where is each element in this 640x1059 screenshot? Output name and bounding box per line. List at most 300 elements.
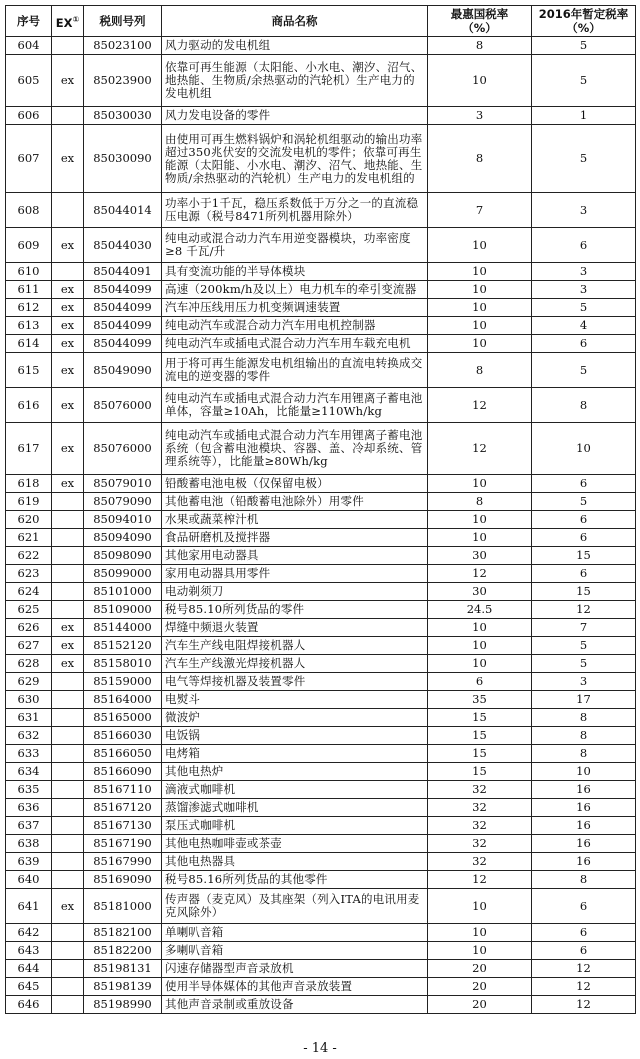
cell-provisional-rate: 3 [532,193,636,228]
cell-provisional-rate: 5 [532,637,636,655]
table-row [6,388,636,423]
table-row [6,547,636,565]
table-row [6,889,636,924]
table-row [6,317,636,335]
cell-mfn-rate: 12 [428,388,532,423]
cell-provisional-rate: 8 [532,745,636,763]
cell-product-name: 闪速存储器型声音录放机 [162,960,428,978]
cell-mfn-rate: 30 [428,583,532,601]
table-row [6,529,636,547]
cell-seq: 608 [6,193,52,228]
cell-provisional-rate: 1 [532,107,636,125]
cell-mfn-rate: 6 [428,673,532,691]
cell-tariff-code: 85044030 [84,228,162,263]
cell-seq: 628 [6,655,52,673]
header-mfn-rate-line2: （%） [462,21,497,35]
cell-mfn-rate: 10 [428,317,532,335]
cell-provisional-rate: 6 [532,228,636,263]
cell-ex: ex [52,281,84,299]
cell-provisional-rate: 5 [532,655,636,673]
cell-product-name: 电烤箱 [162,745,428,763]
cell-mfn-rate: 32 [428,799,532,817]
cell-provisional-rate: 10 [532,763,636,781]
cell-mfn-rate: 15 [428,745,532,763]
cell-provisional-rate: 5 [532,125,636,193]
table-row [6,353,636,388]
table-row [6,673,636,691]
cell-provisional-rate: 5 [532,55,636,107]
cell-mfn-rate: 10 [428,511,532,529]
cell-ex [52,493,84,511]
cell-seq: 626 [6,619,52,637]
cell-seq: 621 [6,529,52,547]
cell-mfn-rate: 8 [428,125,532,193]
cell-provisional-rate: 7 [532,619,636,637]
cell-ex: ex [52,619,84,637]
cell-tariff-code: 85030030 [84,107,162,125]
table-row [6,709,636,727]
header-ex-footnote-mark: ① [72,14,80,24]
table-row [6,996,636,1014]
cell-tariff-code: 85099000 [84,565,162,583]
table-row [6,263,636,281]
cell-ex: ex [52,889,84,924]
cell-ex [52,978,84,996]
cell-product-name: 泵压式咖啡机 [162,817,428,835]
cell-product-name: 滴液式咖啡机 [162,781,428,799]
table-row [6,799,636,817]
cell-ex [52,835,84,853]
cell-seq: 612 [6,299,52,317]
cell-seq: 629 [6,673,52,691]
cell-ex [52,601,84,619]
cell-tariff-code: 85167130 [84,817,162,835]
cell-product-name: 电熨斗 [162,691,428,709]
cell-provisional-rate: 6 [532,889,636,924]
table-row [6,281,636,299]
cell-tariff-code: 85167190 [84,835,162,853]
cell-seq: 623 [6,565,52,583]
cell-mfn-rate: 12 [428,565,532,583]
cell-ex: ex [52,55,84,107]
cell-ex [52,547,84,565]
cell-seq: 613 [6,317,52,335]
cell-mfn-rate: 8 [428,493,532,511]
cell-product-name: 纯电动汽车或混合动力汽车用电机控制器 [162,317,428,335]
cell-ex [52,709,84,727]
cell-mfn-rate: 10 [428,655,532,673]
cell-mfn-rate: 10 [428,529,532,547]
cell-seq: 624 [6,583,52,601]
cell-tariff-code: 85164000 [84,691,162,709]
cell-product-name: 其他电热炉 [162,763,428,781]
cell-ex: ex [52,637,84,655]
cell-product-name: 功率小于1千瓦，稳压系数低于万分之一的直流稳压电源（税号8471所列机器用除外） [162,193,428,228]
cell-mfn-rate: 10 [428,335,532,353]
table-row [6,655,636,673]
cell-tariff-code: 85182100 [84,924,162,942]
cell-ex [52,583,84,601]
cell-mfn-rate: 12 [428,871,532,889]
cell-product-name: 纯电动汽车或插电式混合动力汽车用锂离子蓄电池单体，容量≥10Ah，比能量≥110Wh/kg [162,388,428,423]
table-row [6,853,636,871]
cell-seq: 643 [6,942,52,960]
cell-mfn-rate: 20 [428,978,532,996]
cell-provisional-rate: 5 [532,493,636,511]
table-row [6,763,636,781]
cell-tariff-code: 85079090 [84,493,162,511]
table-row [6,475,636,493]
cell-product-name: 其他电热器具 [162,853,428,871]
cell-tariff-code: 85167110 [84,781,162,799]
header-tariff-code: 税则号列 [84,6,162,37]
table-row [6,125,636,193]
cell-provisional-rate: 16 [532,781,636,799]
cell-provisional-rate: 6 [532,942,636,960]
cell-tariff-code: 85198139 [84,978,162,996]
cell-ex [52,996,84,1014]
cell-mfn-rate: 10 [428,619,532,637]
cell-ex [52,817,84,835]
cell-provisional-rate: 6 [532,565,636,583]
table-row [6,601,636,619]
cell-ex [52,871,84,889]
table-row [6,781,636,799]
header-provisional-rate-line1: 2016年暂定税率 [538,7,629,21]
cell-product-name: 电饭锅 [162,727,428,745]
cell-ex [52,745,84,763]
cell-mfn-rate: 35 [428,691,532,709]
table-row [6,107,636,125]
cell-ex: ex [52,353,84,388]
cell-mfn-rate: 15 [428,763,532,781]
cell-provisional-rate: 6 [532,529,636,547]
cell-product-name: 其他电热咖啡壶或茶壶 [162,835,428,853]
cell-mfn-rate: 10 [428,228,532,263]
cell-mfn-rate: 10 [428,924,532,942]
cell-product-name: 由使用可再生燃料锅炉和涡轮机组驱动的输出功率超过350兆伏安的交流发电机的零件；依靠可再生能源（太阳能、小水电、潮汐、沼气、地热能、生物质/余热驱动的汽轮机）生产电力的发电机组的 [162,125,428,193]
cell-mfn-rate: 10 [428,281,532,299]
cell-product-name: 水果或蔬菜榨汁机 [162,511,428,529]
cell-mfn-rate: 10 [428,637,532,655]
cell-product-name: 依靠可再生能源（太阳能、小水电、潮汐、沼气、地热能、生物质/余热驱动的汽轮机）生产电力的发电机组 [162,55,428,107]
table-row [6,335,636,353]
cell-provisional-rate: 8 [532,727,636,745]
cell-provisional-rate: 8 [532,871,636,889]
table-row [6,745,636,763]
cell-mfn-rate: 10 [428,889,532,924]
header-seq: 序号 [6,6,52,37]
cell-ex: ex [52,388,84,423]
cell-tariff-code: 85044099 [84,299,162,317]
cell-provisional-rate: 12 [532,601,636,619]
cell-product-name: 纯电动或混合动力汽车用逆变器模块，功率密度≥8 千瓦/升 [162,228,428,263]
cell-provisional-rate: 12 [532,978,636,996]
cell-seq: 616 [6,388,52,423]
cell-provisional-rate: 5 [532,353,636,388]
cell-product-name: 其他声音录制或重放设备 [162,996,428,1014]
cell-ex [52,37,84,55]
cell-provisional-rate: 15 [532,547,636,565]
cell-product-name: 食品研磨机及搅拌器 [162,529,428,547]
table-body [6,37,636,1014]
cell-seq: 627 [6,637,52,655]
cell-provisional-rate: 6 [532,924,636,942]
cell-product-name: 汽车生产线电阻焊接机器人 [162,637,428,655]
cell-seq: 634 [6,763,52,781]
table-row [6,637,636,655]
table-row [6,871,636,889]
table-row [6,493,636,511]
cell-seq: 632 [6,727,52,745]
header-provisional-rate-line2: （%） [566,21,601,35]
cell-seq: 640 [6,871,52,889]
cell-ex [52,853,84,871]
cell-mfn-rate: 10 [428,475,532,493]
cell-product-name: 具有变流功能的半导体模块 [162,263,428,281]
cell-tariff-code: 85101000 [84,583,162,601]
cell-ex [52,763,84,781]
cell-seq: 610 [6,263,52,281]
cell-mfn-rate: 10 [428,263,532,281]
table-row [6,193,636,228]
cell-mfn-rate: 8 [428,37,532,55]
cell-provisional-rate: 6 [532,335,636,353]
cell-seq: 611 [6,281,52,299]
cell-tariff-code: 85198131 [84,960,162,978]
cell-ex: ex [52,655,84,673]
cell-ex: ex [52,475,84,493]
cell-product-name: 使用半导体媒体的其他声音录放装置 [162,978,428,996]
table-row [6,978,636,996]
cell-seq: 625 [6,601,52,619]
cell-tariff-code: 85198990 [84,996,162,1014]
cell-tariff-code: 85144000 [84,619,162,637]
header-provisional-rate [532,6,636,37]
cell-ex [52,107,84,125]
table-row [6,37,636,55]
cell-product-name: 多喇叭音箱 [162,942,428,960]
table-row [6,691,636,709]
table-row [6,55,636,107]
table-row [6,565,636,583]
cell-tariff-code: 85044091 [84,263,162,281]
cell-seq: 646 [6,996,52,1014]
header-ex [52,6,84,37]
cell-mfn-rate: 20 [428,960,532,978]
cell-product-name: 高速（200km/h及以上）电力机车的牵引变流器 [162,281,428,299]
cell-ex [52,799,84,817]
cell-tariff-code: 85166050 [84,745,162,763]
cell-provisional-rate: 16 [532,817,636,835]
cell-seq: 622 [6,547,52,565]
cell-ex: ex [52,317,84,335]
cell-tariff-code: 85044099 [84,335,162,353]
cell-provisional-rate: 5 [532,299,636,317]
cell-ex [52,691,84,709]
cell-mfn-rate: 8 [428,353,532,388]
table-row [6,228,636,263]
table-row [6,942,636,960]
cell-provisional-rate: 6 [532,475,636,493]
cell-mfn-rate: 15 [428,709,532,727]
cell-seq: 639 [6,853,52,871]
tariff-table [5,5,636,1014]
cell-seq: 630 [6,691,52,709]
cell-seq: 619 [6,493,52,511]
cell-ex [52,673,84,691]
cell-tariff-code: 85169090 [84,871,162,889]
cell-seq: 614 [6,335,52,353]
table-row [6,423,636,475]
cell-ex: ex [52,335,84,353]
cell-tariff-code: 85079010 [84,475,162,493]
cell-ex [52,727,84,745]
cell-provisional-rate: 3 [532,263,636,281]
cell-mfn-rate: 12 [428,423,532,475]
cell-seq: 638 [6,835,52,853]
cell-seq: 604 [6,37,52,55]
cell-provisional-rate: 5 [532,37,636,55]
cell-tariff-code: 85159000 [84,673,162,691]
cell-ex [52,942,84,960]
cell-seq: 606 [6,107,52,125]
cell-tariff-code: 85094090 [84,529,162,547]
cell-mfn-rate: 7 [428,193,532,228]
table-row [6,727,636,745]
header-mfn-rate [428,6,532,37]
cell-ex: ex [52,423,84,475]
cell-ex [52,924,84,942]
cell-tariff-code: 85023100 [84,37,162,55]
cell-product-name: 汽车生产线激光焊接机器人 [162,655,428,673]
cell-tariff-code: 85044099 [84,281,162,299]
table-header-row [6,6,636,37]
cell-product-name: 单喇叭音箱 [162,924,428,942]
cell-tariff-code: 85182200 [84,942,162,960]
cell-tariff-code: 85023900 [84,55,162,107]
table-row [6,960,636,978]
cell-product-name: 焊缝中频退火装置 [162,619,428,637]
cell-ex [52,263,84,281]
cell-provisional-rate: 16 [532,835,636,853]
cell-mfn-rate: 30 [428,547,532,565]
cell-provisional-rate: 12 [532,996,636,1014]
cell-provisional-rate: 3 [532,673,636,691]
cell-ex [52,529,84,547]
cell-product-name: 其他蓄电池（铅酸蓄电池除外）用零件 [162,493,428,511]
cell-tariff-code: 85181000 [84,889,162,924]
cell-seq: 617 [6,423,52,475]
cell-provisional-rate: 16 [532,853,636,871]
cell-mfn-rate: 20 [428,996,532,1014]
cell-tariff-code: 85049090 [84,353,162,388]
cell-provisional-rate: 16 [532,799,636,817]
cell-tariff-code: 85076000 [84,388,162,423]
cell-ex: ex [52,299,84,317]
page-number: - 14 - [303,1041,337,1056]
cell-mfn-rate: 10 [428,942,532,960]
cell-provisional-rate: 8 [532,709,636,727]
cell-seq: 641 [6,889,52,924]
table-row [6,583,636,601]
cell-seq: 631 [6,709,52,727]
cell-mfn-rate: 10 [428,299,532,317]
cell-seq: 637 [6,817,52,835]
cell-tariff-code: 85167990 [84,853,162,871]
cell-mfn-rate: 15 [428,727,532,745]
table-row [6,511,636,529]
cell-ex [52,781,84,799]
cell-provisional-rate: 6 [532,511,636,529]
cell-provisional-rate: 10 [532,423,636,475]
cell-tariff-code: 85166090 [84,763,162,781]
cell-product-name: 电动剃须刀 [162,583,428,601]
cell-product-name: 税号85.16所列货品的其他零件 [162,871,428,889]
cell-ex [52,511,84,529]
cell-product-name: 税号85.10所列货品的零件 [162,601,428,619]
cell-provisional-rate: 3 [532,281,636,299]
cell-product-name: 纯电动汽车或插电式混合动力汽车用锂离子蓄电池系统（包含蓄电池模块、容器、盖、冷却系统、管理系统等），比能量≥80Wh/kg [162,423,428,475]
cell-seq: 609 [6,228,52,263]
cell-mfn-rate: 32 [428,817,532,835]
cell-seq: 635 [6,781,52,799]
table-row [6,299,636,317]
cell-seq: 607 [6,125,52,193]
header-ex-label: EX [55,15,73,30]
cell-mfn-rate: 32 [428,853,532,871]
cell-provisional-rate: 15 [532,583,636,601]
cell-tariff-code: 85152120 [84,637,162,655]
cell-tariff-code: 85098090 [84,547,162,565]
table-row [6,817,636,835]
cell-provisional-rate: 17 [532,691,636,709]
cell-tariff-code: 85109000 [84,601,162,619]
cell-product-name: 微波炉 [162,709,428,727]
cell-seq: 620 [6,511,52,529]
cell-product-name: 用于将可再生能源发电机组输出的直流电转换成交流电的逆变器的零件 [162,353,428,388]
cell-product-name: 汽车冲压线用压力机变频调速装置 [162,299,428,317]
cell-tariff-code: 85044099 [84,317,162,335]
cell-seq: 636 [6,799,52,817]
table-row [6,924,636,942]
cell-ex [52,565,84,583]
cell-product-name: 风力驱动的发电机组 [162,37,428,55]
cell-mfn-rate: 24.5 [428,601,532,619]
cell-product-name: 家用电动器具用零件 [162,565,428,583]
cell-provisional-rate: 8 [532,388,636,423]
cell-ex [52,193,84,228]
cell-tariff-code: 85094010 [84,511,162,529]
cell-tariff-code: 85167120 [84,799,162,817]
cell-seq: 633 [6,745,52,763]
cell-tariff-code: 85044014 [84,193,162,228]
cell-product-name: 风力发电设备的零件 [162,107,428,125]
cell-mfn-rate: 32 [428,835,532,853]
cell-mfn-rate: 10 [428,55,532,107]
cell-seq: 605 [6,55,52,107]
cell-tariff-code: 85030090 [84,125,162,193]
cell-ex: ex [52,228,84,263]
cell-product-name: 蒸馏渗滤式咖啡机 [162,799,428,817]
header-mfn-rate-line1: 最惠国税率 [450,7,509,21]
cell-tariff-code: 85165000 [84,709,162,727]
cell-product-name: 铅酸蓄电池电极（仅保留电极） [162,475,428,493]
cell-seq: 618 [6,475,52,493]
cell-provisional-rate: 12 [532,960,636,978]
cell-ex: ex [52,125,84,193]
table-row [6,835,636,853]
